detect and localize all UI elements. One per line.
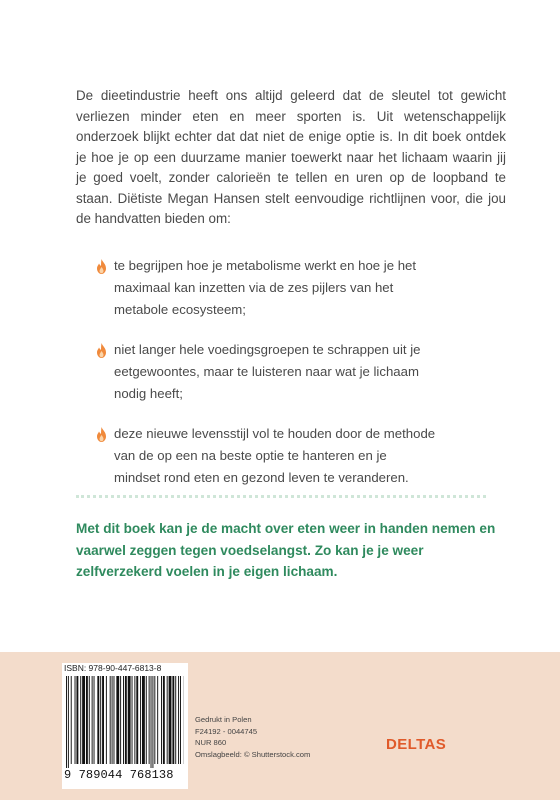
benefits-list <box>96 255 436 507</box>
list-item-text: niet langer hele voedingsgroepen te schrappen uit je eetgewoontes, maar te luisteren naar wat je lichaam nodig heeft; <box>114 342 421 401</box>
imprint-block <box>195 714 310 760</box>
printed-in: Gedrukt in Polen <box>195 715 252 724</box>
list-item <box>96 423 436 489</box>
closing-paragraph: Met dit boek kan je de macht over eten weer in handen nemen en vaarwel zeggen tegen voedselangst. Zo kan je je weer zelfverzekerd voelen in je eigen lichaam. <box>76 521 496 579</box>
list-item-text: deze nieuwe levensstijl vol te houden door de methode van de op een na beste optie te hanteren en je mindset rond eten en gezond leven te veranderen. <box>114 426 436 485</box>
list-item <box>96 255 436 321</box>
list-item-text: te begrijpen hoe je metabolisme werkt en hoe je het maximaal kan inzetten via de zes pijlers van het metabole ecosysteem; <box>114 258 417 317</box>
barcode-icon <box>66 676 184 768</box>
intro-paragraph: De dieetindustrie heeft ons altijd geleerd dat de sleutel tot gewicht verliezen minder eten en meer sporten is. Uit wetenschappelijk onderzoek blijkt echter dat dat niet de enige optie is. In dit boek ontdek je hoe je op een duurzame manier toewerkt naar het lichaam waarin jij je goed voelt, zonder calorieën te tellen en uren op de loopband te staan. Diëtiste Megan Hansen stelt eenvoudige richtlijnen voor, die jou de handvatten bieden om: <box>76 88 506 226</box>
isbn-label: ISBN: 978-90-447-6813-8 <box>64 663 162 673</box>
flame-icon <box>96 259 107 274</box>
flame-icon <box>96 343 107 358</box>
barcode-box <box>62 663 188 789</box>
product-code: F24192 - 0044745 <box>195 726 258 736</box>
list-item <box>96 339 436 405</box>
dotted-divider <box>76 495 486 498</box>
publisher-logo: DELTAS <box>386 736 447 753</box>
nur-code: NUR 860 <box>195 738 227 747</box>
barcode-digits: 9 789044 768138 <box>64 768 174 782</box>
flame-icon <box>96 427 107 442</box>
cover-credit: Omslagbeeld: © Shutterstock.com <box>195 749 311 759</box>
